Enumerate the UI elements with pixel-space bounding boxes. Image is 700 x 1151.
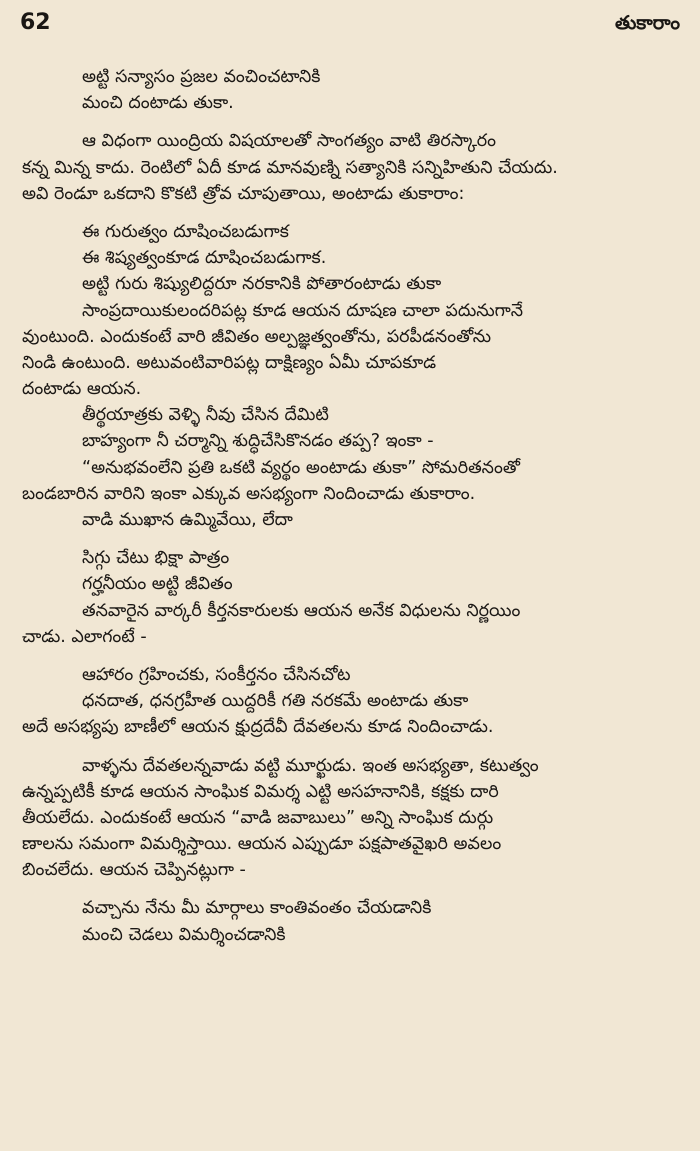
verse-line: గర్హనీయం అట్టి జీవితం bbox=[82, 574, 233, 595]
page-header bbox=[20, 10, 680, 46]
verse-line: బాహ్యంగా నీ చర్మాన్ని శుద్ధిచేసికొనడం తప్ప? ఇంకా - bbox=[82, 431, 434, 452]
paragraph-line: అదే అసభ్యపు బాణీలో ఆయన క్షుద్రదేవీ దేవతలను కూడ నిందించాడు. bbox=[22, 717, 494, 738]
paragraph-line: ణాలను సమంగా విమర్శిస్తాయి. ఆయన ఎప్పుడూ పక్షపాతవైఖరి అవలం bbox=[22, 834, 502, 855]
verse-line: ఈ గురుత్వం దూషించబడుగాక bbox=[82, 221, 289, 242]
paragraph-line: కన్న మిన్న కాదు. రెంటిలో ఏదీ కూడ మానవుణ్ని సత్యానికి సన్నిహితుని చేయదు. bbox=[22, 157, 558, 178]
paragraph-line: బించలేదు. ఆయన చెప్పినట్లుగా - bbox=[22, 860, 246, 881]
page-body bbox=[22, 64, 682, 948]
verse-line: మంచి దంటాడు తుకా. bbox=[82, 93, 234, 114]
verse-line: ఆహారం గ్రహించకు, సంకీర్తనం చేసినచోట bbox=[82, 664, 351, 685]
paragraph-line: వుంటుంది. ఎందుకంటే వారి జీవితం అల్పజ్ఞత్వంతోను, పరపీడనంతోను bbox=[22, 326, 492, 347]
paragraph-line: తీయలేదు. ఎందుకంటే ఆయన “వాడి జవాబులు” అన్ని సాంఘిక దుర్గు bbox=[22, 807, 494, 828]
page-number: 62 bbox=[20, 10, 51, 35]
paragraph-line: అవి రెండూ ఒకదాని కొకటి త్రోవ చూపుతాయి, అంటాడు తుకారాం: bbox=[22, 183, 465, 204]
paragraph-line: బండబారిన వారిని ఇంకా ఎక్కువ అసభ్యంగా నిందించాడు తుకారాం. bbox=[22, 483, 476, 504]
paragraph-line: ఉన్నప్పటికీ కూడ ఆయన సాంఘిక విమర్శ ఎట్టి అసహనానికి, కక్షకు దారి bbox=[22, 781, 499, 802]
paragraph-line: నిండి ఉంటుంది. అటువంటివారిపట్ల దాక్షిణ్యం ఏమీ చూపకూడ bbox=[22, 352, 437, 373]
paragraph-line: దంటాడు ఆయన. bbox=[22, 379, 142, 400]
verse-line: వచ్చాను నేను మీ మార్గాలు కాంతివంతం చేయడానికి bbox=[82, 898, 432, 919]
verse-line: తీర్థయాత్రకు వెళ్ళి నీవు చేసిన దేమిటి bbox=[82, 405, 329, 426]
running-title: తుకారాం bbox=[614, 12, 680, 34]
verse-line: ఈ శిష్యత్వంకూడ దూషించబడుగాక. bbox=[82, 248, 327, 269]
paragraph-line: తనవారైన వార్కరీ కీర్తనకారులకు ఆయన అనేక విధులను నిర్ణయిం bbox=[82, 600, 521, 621]
verse-line: ధనదాత, ధనగ్రహీత యిద్దరికీ గతి నరకమే అంటాడు తుకా bbox=[82, 691, 469, 712]
verse-line: మంచి చెడలు విమర్శించడానికి bbox=[82, 924, 286, 945]
verse-line: సిగ్గు చేటు భిక్షా పాత్రం bbox=[82, 548, 230, 569]
paragraph-line: సాంప్రదాయికులందరిపట్ల కూడ ఆయన దూషణ చాలా పదునుగానే bbox=[82, 300, 524, 321]
paragraph-line: “అనుభవంలేని ప్రతి ఒకటి వ్యర్థం అంటాడు తుకా” సోమరితనంతో bbox=[82, 457, 520, 478]
paragraph-line: చాడు. ఎలాగంటే - bbox=[22, 626, 147, 647]
paragraph-line: వాళ్ళను దేవతలన్నవాడు వట్టి మూర్ఖుడు. ఇంత అసభ్యతా, కటుత్వం bbox=[82, 755, 539, 776]
verse-line: అట్టి సన్యాసం ప్రజల వంచించటానికి bbox=[82, 67, 321, 87]
verse-line: వాడి ముఖాన ఉమ్మివేయి, లేదా bbox=[82, 510, 293, 530]
paragraph-line: ఆ విధంగా యింద్రియ విషయాలతో సాంగత్యం వాటి తిరస్కారం bbox=[82, 131, 496, 152]
verse-line: అట్టి గురు శిష్యులిద్దరూ నరకానికి పోతారంటాడు తుకా bbox=[82, 274, 442, 295]
